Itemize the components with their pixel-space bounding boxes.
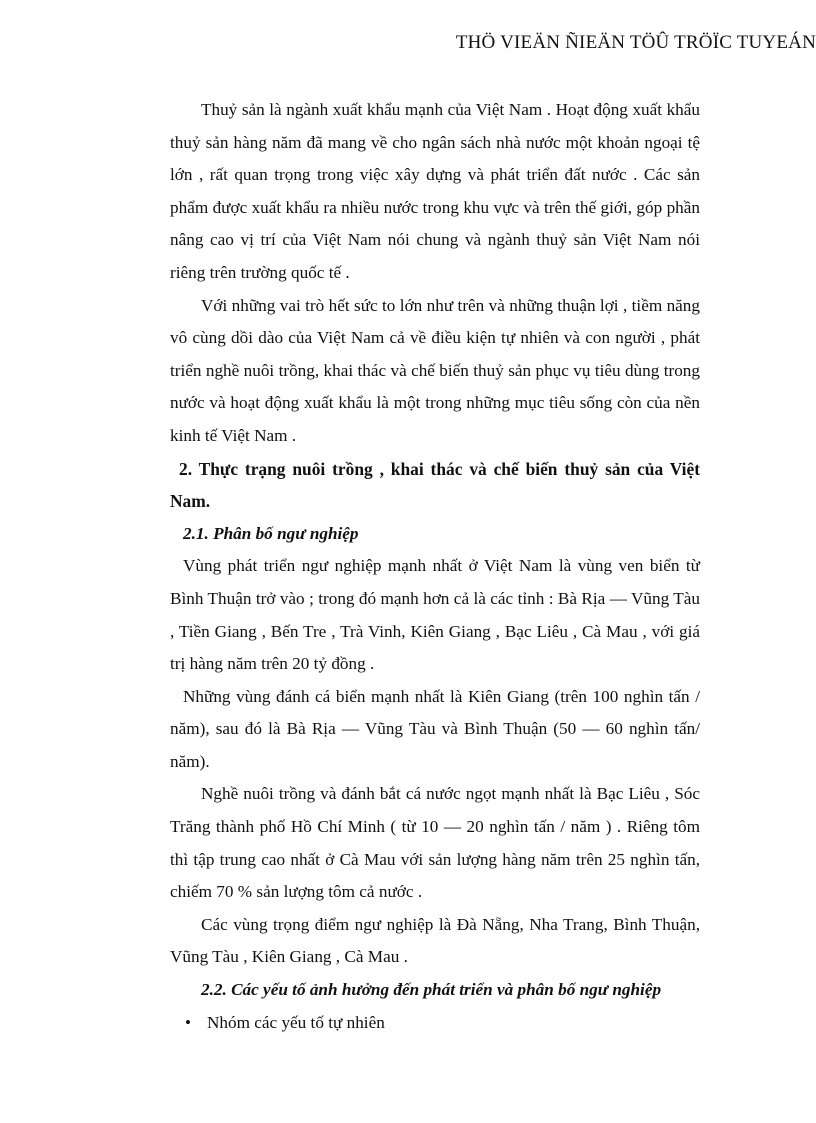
section-heading-2-1: 2.1. Phân bố ngư nghiệp <box>183 523 359 543</box>
list-item <box>170 1007 700 1040</box>
paragraph-freshwater: Nghề nuôi trồng và đánh bắt cá nước ngọt mạnh nhất là Bạc Liêu , Sóc Trăng thành phố Hồ Chí Minh ( từ 10 — 20 nghìn tấn / năm ) . Riêng tôm thì tập trung cao nhất ở Cà Mau với sản lượng hàng năm trên 25 nghìn tấn, chiếm 70 % sản lượng tôm cả nước . <box>170 784 700 902</box>
paragraph-export-role: Thuỷ sản là ngành xuất khẩu mạnh của Việt Nam . Hoạt động xuất khẩu thuỷ sản hàng năm đã mang về cho ngân sách nhà nước một khoản ngoại tệ lớn , rất quan trọng trong việc xây dựng và phát triển đất nước . Các sản phẩm được xuất khẩu ra nhiều nước trong khu vực và trên thế giới, góp phần nâng cao vị trí của Việt Nam nói chung và ngành thuỷ sản Việt Nam nói riêng trên trường quốc tế . <box>170 100 700 282</box>
document-body <box>170 94 700 1039</box>
section-heading-2-2: 2.2. Các yếu tố ảnh hưởng đến phát triển và phân bố ngư nghiệp <box>201 980 662 1000</box>
paragraph-fishery-regions: Vùng phát triển ngư nghiệp mạnh nhất ở Việt Nam là vùng ven biển từ Bình Thuận trở vào ; trong đó mạnh hơn cả là các tỉnh : Bà Rịa — Vũng Tàu , Tiền Giang , Bến Tre , Trà Vinh, Kiên Giang , Bạc Liêu , Cà Mau , với giá trị hàng năm trên 20 tỷ đồng . <box>170 556 700 674</box>
bullet-icon: • <box>185 1012 191 1032</box>
paragraph-sea-fishing: Những vùng đánh cá biển mạnh nhất là Kiên Giang (trên 100 nghìn tấn / năm), sau đó là Bà Rịa — Vũng Tàu và Bình Thuận (50 — 60 nghìn tấn/ năm). <box>170 686 700 771</box>
list-item-label: Nhóm các yếu tố tự nhiên <box>207 1012 385 1032</box>
page-header: THÖ VIEÄN ÑIEÄN TÖÛ TRÖÏC TUYEÁN <box>455 32 816 53</box>
paragraph-key-areas: Các vùng trọng điểm ngư nghiệp là Đà Nẵng, Nha Trang, Bình Thuận, Vũng Tàu , Kiên Giang , Cà Mau . <box>170 914 700 967</box>
paragraph-potential: Với những vai trò hết sức to lớn như trên và những thuận lợi , tiềm năng vô cùng dồi dào của Việt Nam cả về điều kiện tự nhiên và con người , phát triển nghề nuôi trồng, khai thác và chế biến thuỷ sản phục vụ tiêu dùng trong nước và hoạt động xuất khẩu là một trong những mục tiêu sống còn của nền kinh tế Việt Nam . <box>170 295 700 445</box>
section-heading-2: 2. Thực trạng nuôi trồng , khai thác và chế biến thuỷ sản của Việt Nam. <box>170 458 700 512</box>
